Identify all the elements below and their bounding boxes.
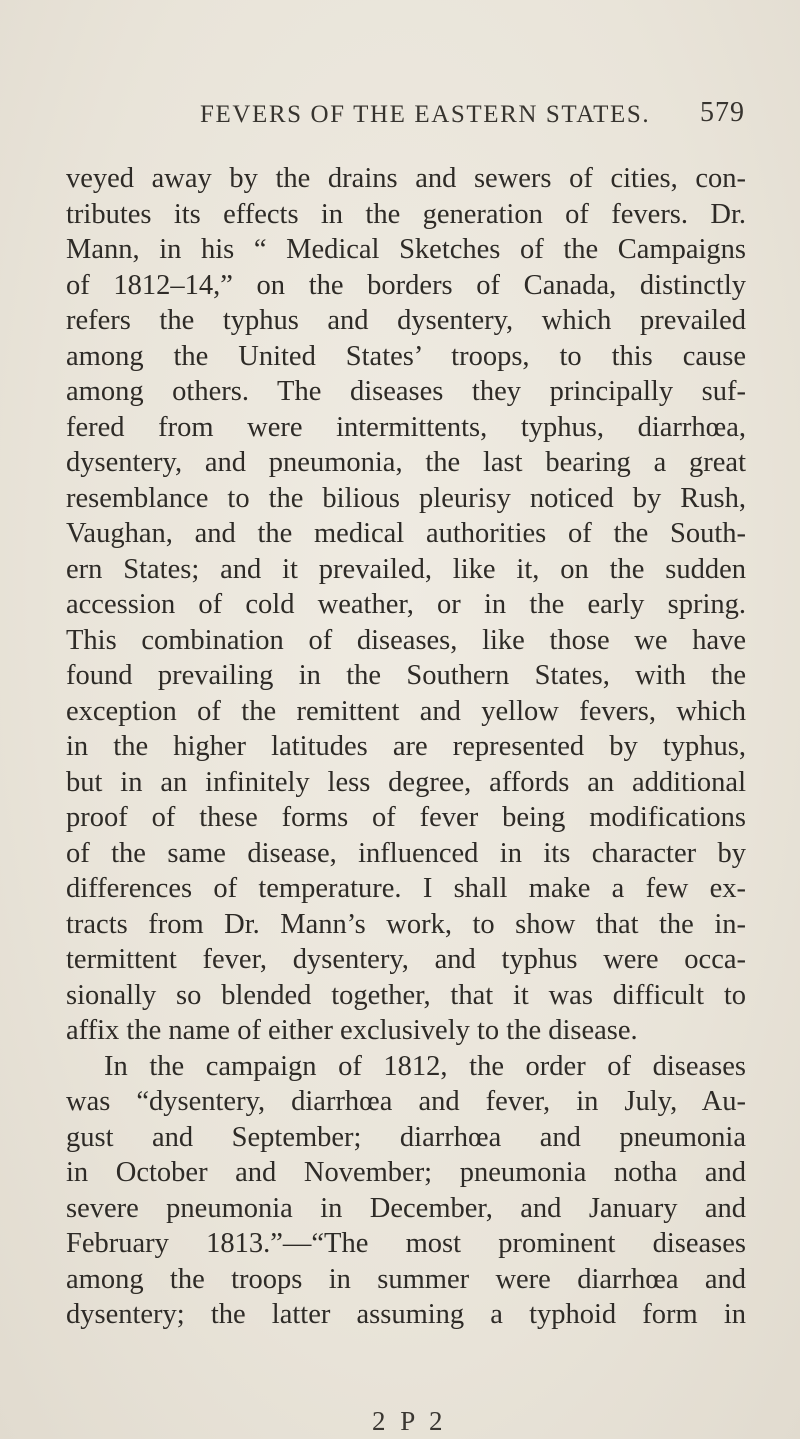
text-line: exception of the remittent and yellow fevers, which <box>66 695 746 727</box>
text-line: accession of cold weather, or in the early spring. <box>66 589 746 620</box>
text-line: gust and September; diarrhœa and pneumonia <box>66 1121 746 1153</box>
text-line: among others. The diseases they principally suf- <box>66 376 746 407</box>
text-line: February 1813.”—“The most prominent diseases <box>66 1228 746 1259</box>
text-line: Vaughan, and the medical authorities of the South- <box>66 518 746 549</box>
text-line: resemblance to the bilious pleurisy noticed by Rush, <box>66 482 746 514</box>
running-title: FEVERS OF THE EASTERN STATES. <box>200 101 651 128</box>
text-line: of the same disease, influenced in its character by <box>66 837 746 869</box>
text-line: tracts from Dr. Mann’s work, to show that the in- <box>66 908 746 940</box>
text-line: Mann, in his “ Medical Sketches of the Campaigns <box>66 234 746 265</box>
text-line: tributes its effects in the generation of fevers. Dr. <box>66 198 746 230</box>
text-line: dysentery; the latter assuming a typhoid form in <box>66 1299 746 1330</box>
paragraph-start-line: In the campaign of 1812, the order of diseases <box>104 1050 746 1082</box>
signature-mark: 2 P 2 <box>372 1406 447 1436</box>
text-line: proof of these forms of fever being modifications <box>66 802 746 833</box>
text-line: This combination of diseases, like those we have <box>66 624 746 656</box>
text-line: but in an infinitely less degree, affords an additional <box>66 766 746 798</box>
text-line: veyed away by the drains and sewers of cities, con- <box>66 163 746 194</box>
text-line: was “dysentery, diarrhœa and fever, in July, Au- <box>66 1086 746 1117</box>
text-line: affix the name of either exclusively to the disease. <box>66 1015 638 1046</box>
text-line: sionally so blended together, that it was difficult to <box>66 979 746 1011</box>
text-line: in the higher latitudes are represented by typhus, <box>66 731 746 762</box>
text-line: of 1812–14,” on the borders of Canada, distinctly <box>66 269 746 301</box>
text-line: refers the typhus and dysentery, which prevailed <box>66 305 746 336</box>
text-line: among the United States’ troops, to this cause <box>66 340 746 372</box>
text-line: in October and November; pneumonia notha and <box>66 1157 746 1188</box>
text-line: severe pneumonia in December, and January and <box>66 1192 746 1224</box>
running-header <box>200 97 745 141</box>
page-number: 579 <box>700 97 745 128</box>
body-text <box>66 161 746 1333</box>
text-line: dysentery, and pneumonia, the last bearing a great <box>66 447 746 478</box>
text-line: differences of temperature. I shall make a few ex- <box>66 873 746 904</box>
text-line: found prevailing in the Southern States, with the <box>66 660 746 691</box>
text-line: termittent fever, dysentery, and typhus were occa- <box>66 944 746 975</box>
text-line: among the troops in summer were diarrhœa and <box>66 1263 746 1295</box>
text-line: fered from were intermittents, typhus, diarrhœa, <box>66 411 746 443</box>
text-line: ern States; and it prevailed, like it, on the sudden <box>66 553 746 585</box>
